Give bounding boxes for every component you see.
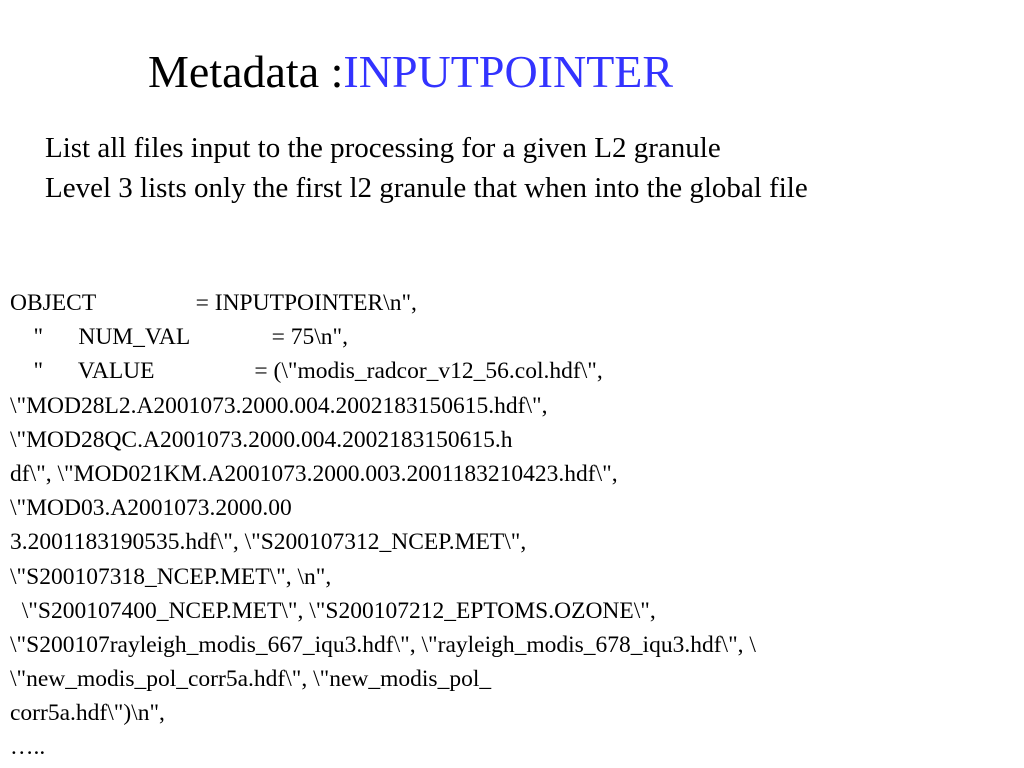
description-line-1: List all files input to the processing for a given L2 granule (45, 132, 721, 164)
code-line: df\", \"MOD021KM.A2001073.2000.003.2001183210423.hdf\", (10, 460, 618, 487)
code-line: \"MOD28QC.A2001073.2000.004.2002183150615.h (10, 426, 513, 453)
code-line: " VALUE = (\"modis_radcor_v12_56.col.hdf\", (10, 358, 603, 385)
code-line: \"MOD03.A2001073.2000.00 (10, 495, 292, 522)
code-line: " NUM_VAL = 75\n", (10, 324, 348, 351)
code-line: \"S200107318_NCEP.MET\", \n", (10, 563, 332, 590)
description-line-2: Level 3 lists only the first l2 granule that when into the global file (45, 172, 808, 204)
code-line: \"S200107400_NCEP.MET\", \"S200107212_EPTOMS.OZONE\", (10, 597, 656, 624)
title-prefix: Metadata : (148, 46, 344, 97)
code-line: \"MOD28L2.A2001073.2000.004.2002183150615.hdf\", (10, 392, 548, 419)
slide-title (148, 44, 673, 100)
description-list (45, 128, 808, 208)
code-line: \"new_modis_pol_corr5a.hdf\", \"new_modis_pol_ (10, 666, 492, 693)
code-line: ….. (10, 734, 46, 761)
code-line: corr5a.hdf\")\n", (10, 700, 165, 727)
code-line: \"S200107rayleigh_modis_667_iqu3.hdf\", \"rayleigh_modis_678_iqu3.hdf\", \ (10, 631, 756, 658)
code-line: OBJECT = INPUTPOINTER\n", (10, 290, 417, 316)
code-line: 3.2001183190535.hdf\", \"S200107312_NCEP.MET\", (10, 529, 527, 556)
metadata-code-block (10, 286, 756, 765)
title-accent: INPUTPOINTER (343, 46, 674, 97)
